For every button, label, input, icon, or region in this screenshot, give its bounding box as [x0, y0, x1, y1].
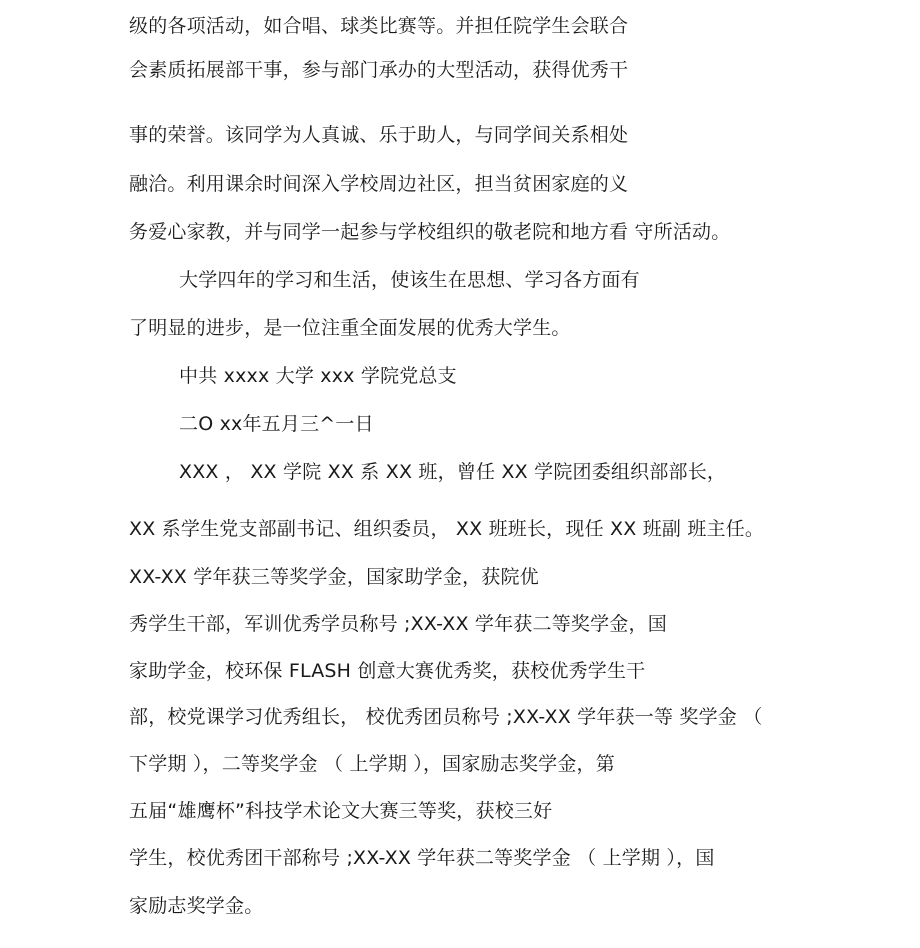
text-line: 会素质拓展部干事，参与部门承办的大型活动，获得优秀干: [129, 59, 629, 81]
text-line: 五届“雄鹰杯”科技学术论文大赛三等奖，获校三好: [129, 800, 553, 822]
text-line: XX 系学生党支部副书记、组织委员， XX 班班长，现任 XX 班副 班主任。: [129, 518, 765, 540]
text-line: 下学期 ），二等奖学金 （ 上学期 ），国家励志奖学金，第: [129, 753, 615, 775]
text-line: 学生，校优秀团干部称号 ;XX-XX 学年获二等奖学金 （ 上学期 ），国: [129, 847, 715, 869]
signature-organization: 中共 xxxx 大学 xxx 学院党总支: [179, 365, 457, 387]
text-line: XX-XX 学年获三等奖学金，国家助学金，获院优: [129, 566, 539, 588]
paragraph-first-line: XXX ， XX 学院 XX 系 XX 班，曾任 XX 学院团委组织部部长，: [179, 461, 727, 483]
text-line: 级的各项活动，如合唱、球类比赛等。并担任院学生会联合: [129, 15, 629, 37]
text-line: 融洽。利用课余时间深入学校周边社区，担当贫困家庭的义: [129, 173, 629, 195]
text-line: 了明显的进步，是一位注重全面发展的优秀大学生。: [129, 317, 571, 339]
paragraph-first-line: 大学四年的学习和生活，使该生在思想、学习各方面有: [179, 269, 640, 291]
text-line: 家助学金，校环保 FLASH 创意大赛优秀奖，获校优秀学生干: [129, 660, 646, 682]
text-line: 务爱心家教，并与同学一起参与学校组织的敬老院和地方看 守所活动。: [129, 221, 731, 243]
text-line: 事的荣誉。该同学为人真诚、乐于助人，与同学间关系相处: [129, 124, 629, 146]
signature-date: 二O xx年五月三^一日: [179, 413, 374, 435]
text-line: 秀学生干部，军训优秀学员称号 ;XX-XX 学年获二等奖学金，国: [129, 613, 667, 635]
text-line: 部，校党课学习优秀组长， 校优秀团员称号 ;XX-XX 学年获一等 奖学金 （: [129, 706, 763, 728]
text-line: 家励志奖学金。: [129, 895, 264, 917]
